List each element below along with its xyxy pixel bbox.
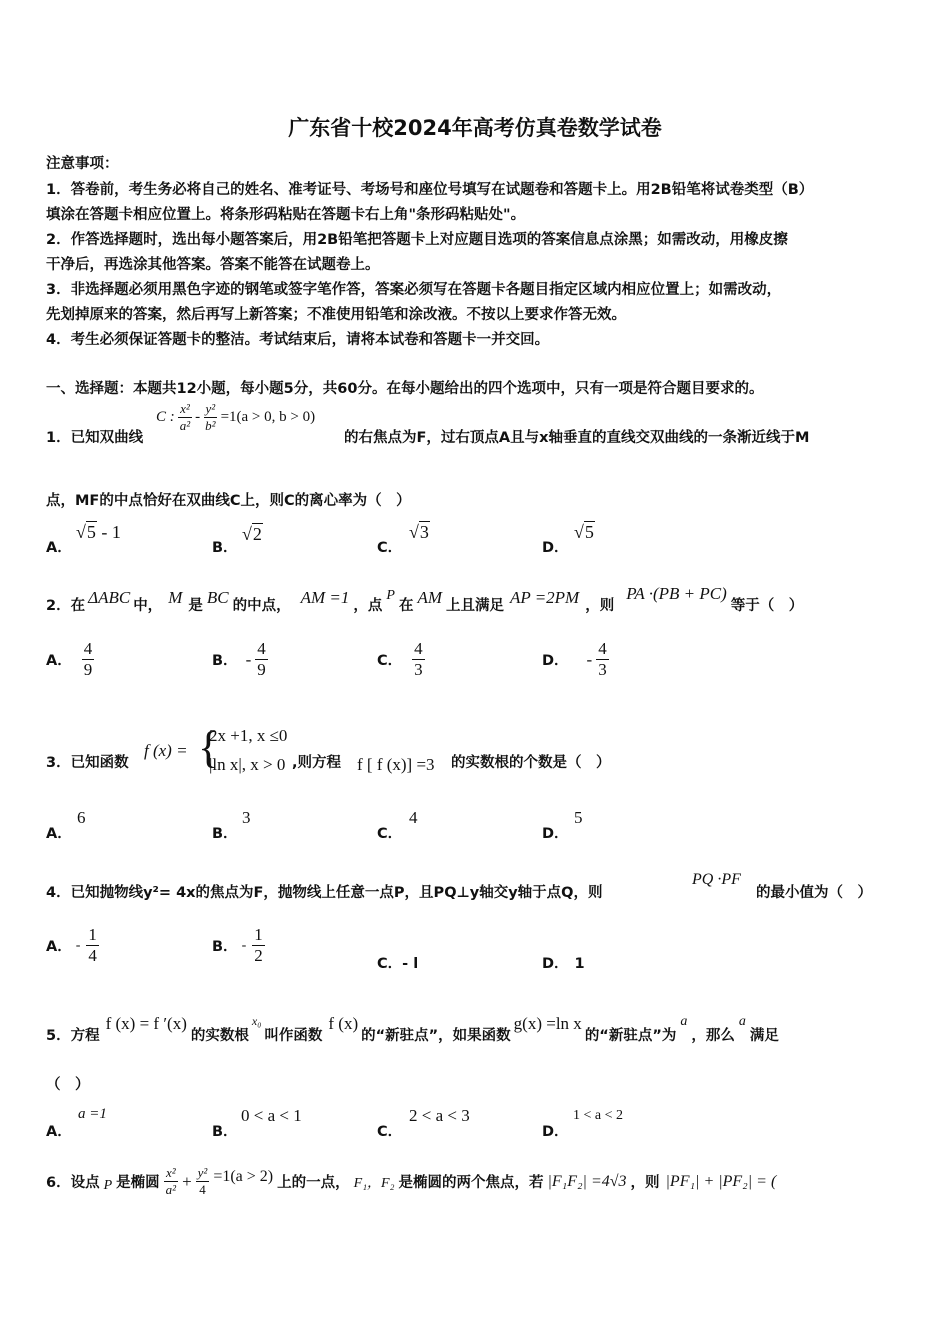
q1-option-c-value: √3	[409, 522, 429, 542]
notice-line: 2．作答选择题时，选出每小题答案后，用2B铅笔把答题卡上对应题目选项的答案信息点涂黑；如需改动，用橡皮擦	[46, 232, 788, 248]
q5-option-a-value: a =1	[78, 1106, 107, 1122]
q3-prefix: 3．已知函数	[46, 755, 129, 771]
notice-line: 3．非选择题必须用黑色字迹的钢笔或签字笔作答，答案必须写在答题卡各题目指定区域内相应位置上；如需改动，	[46, 282, 782, 298]
q1-formula-c: C :	[156, 409, 175, 425]
section-heading: 一、选择题：本题共12小题，每小题5分，共60分。在每小题给出的四个选项中，只有一项是符合题目要求的。	[46, 381, 764, 397]
q1-option-b-value: √2	[242, 524, 262, 544]
q1-option-a-value: √5 - 1	[76, 522, 121, 542]
q5-option-b-value: 0 < a < 1	[241, 1106, 302, 1125]
q1-hyperbola-formula: C : $\frac{\text{x²}}{\text{a²}}$ - $\frac{\text{y²}}{\text{b²}}$ =1(a > 0, b > 0)	[156, 401, 316, 433]
q2-stem: 2．在 ΔABC 中， M 是 BC 的中点， AM =1 ，点 P 在 AM 上且满足 AP =2PM ，则 PA ·(PB + PC) 等于（ ）	[46, 584, 804, 614]
q3-option-b-value: 3	[242, 808, 251, 827]
q3-option-c-value: 4	[409, 808, 418, 827]
q5-option-a[interactable]: A．	[46, 1124, 72, 1140]
q5-option-b[interactable]: B．	[212, 1124, 238, 1140]
notice-line: 干净后，再选涂其他答案。答案不能答在试题卷上。	[46, 257, 380, 273]
q4-option-a[interactable]: A． - $\frac{1}{4}$	[46, 925, 97, 965]
q1-text-cont: 点，MF的中点恰好在双曲线C上，则C的离心率为（ ）	[46, 493, 411, 509]
q5-option-d[interactable]: D．	[542, 1124, 569, 1140]
q3-option-a[interactable]: A．	[46, 826, 72, 842]
q4-text: 4．已知抛物线y²= 4x的焦点为F，抛物线上任意一点P，且PQ⊥y轴交y轴于点Q，则	[46, 885, 603, 901]
q3-option-d-value: 5	[574, 808, 583, 827]
q4-suffix: 的最小值为（ ）	[756, 885, 872, 901]
q3-option-c[interactable]: C．	[377, 826, 403, 842]
q1-option-a[interactable]: A．	[46, 540, 72, 556]
q1-text: 的右焦点为F，过右顶点A且与x轴垂直的直线交双曲线的一条渐近线于M	[344, 430, 810, 446]
q5-option-c[interactable]: C．	[377, 1124, 403, 1140]
q1-frac-x: $\frac{\text{x²}}{\text{a²}}$	[179, 401, 191, 433]
q3-option-a-value: 6	[77, 808, 86, 827]
notice-line: 4．考生必须保证答题卡的整洁。考试结束后，请将本试卷和答题卡一并交回。	[46, 332, 550, 348]
notice-line: 填涂在答题卡相应位置上。将条形码粘贴在答题卡右上角"条形码粘贴处"。	[46, 207, 526, 223]
q3-suffix: 的实数根的个数是（ ）	[451, 755, 611, 771]
q4-option-b[interactable]: B． - $\frac{1}{2}$	[212, 925, 263, 965]
q5-option-c-value: 2 < a < 3	[409, 1106, 470, 1125]
q1-option-b[interactable]: B．	[212, 540, 238, 556]
q1-frac-y: $\frac{\text{y²}}{\text{b²}}$	[205, 401, 216, 433]
q5-option-d-value: 1 < a < 2	[573, 1108, 624, 1123]
q2-option-d[interactable]: D． - $\frac{4}{3}$	[542, 639, 607, 679]
q2-option-c[interactable]: C． $\frac{4}{3}$	[377, 639, 423, 679]
page-title: 广东省十校2024年高考仿真卷数学试卷	[288, 116, 662, 140]
q4-option-d[interactable]: D． 1	[542, 956, 585, 972]
q1-option-d[interactable]: D．	[542, 540, 569, 556]
q3-brace: {	[198, 723, 220, 772]
q4-formula: PQ ·PF	[692, 871, 741, 888]
q4-option-c[interactable]: C．- l	[377, 956, 419, 972]
notice-line: 1．答卷前，考生务必将自己的姓名、准考证号、考场号和座位号填写在试题卷和答题卡上。用2B铅笔将试卷类型（B）	[46, 182, 814, 198]
q3-case-1: 2x +1, x ≤0	[209, 726, 288, 745]
q3-option-b[interactable]: B．	[212, 826, 238, 842]
q6-stem: 6．设点 P 是椭圆 $\frac{\text{x²}}{\text{a²}}$ + $\frac{\text{y²}}{4}$ =1(a > 2) 上的一点， F₁，F₂ 是椭圆的两个焦点，若 |F₁F₂| =4√3 ，则 |PF₁| + |PF₂| = (	[46, 1165, 777, 1197]
q5-stem: 5．方程 f (x) = f ′(x) 的实数根 x₀ 叫作函数 f (x) 的“新驻点”，如果函数 g(x) =ln x 的“新驻点”为 a ，那么 a 满足	[46, 1014, 779, 1044]
q3-option-d[interactable]: D．	[542, 826, 569, 842]
q5-answer-blank: （ ）	[46, 1077, 90, 1093]
q1-option-d-value: √5	[574, 522, 594, 542]
q1-prefix: 1．已知双曲线	[46, 430, 144, 446]
q1-option-c[interactable]: C．	[377, 540, 403, 556]
q3-function-lhs: f (x) =	[144, 741, 188, 760]
q2-option-b[interactable]: B． - $\frac{4}{9}$	[212, 639, 266, 679]
q2-option-a[interactable]: A． $\frac{4}{9}$	[46, 639, 93, 679]
q3-mid: ,则方程	[292, 755, 342, 771]
notice-line: 先划掉原来的答案，然后再写上新答案；不准使用铅笔和涂改液。不按以上要求作答无效。	[46, 307, 626, 323]
notice-heading: 注意事项：	[46, 156, 119, 172]
q3-equation: f [ f (x)] =3	[357, 755, 435, 774]
q3-case-2: |ln x|, x > 0	[209, 755, 286, 774]
